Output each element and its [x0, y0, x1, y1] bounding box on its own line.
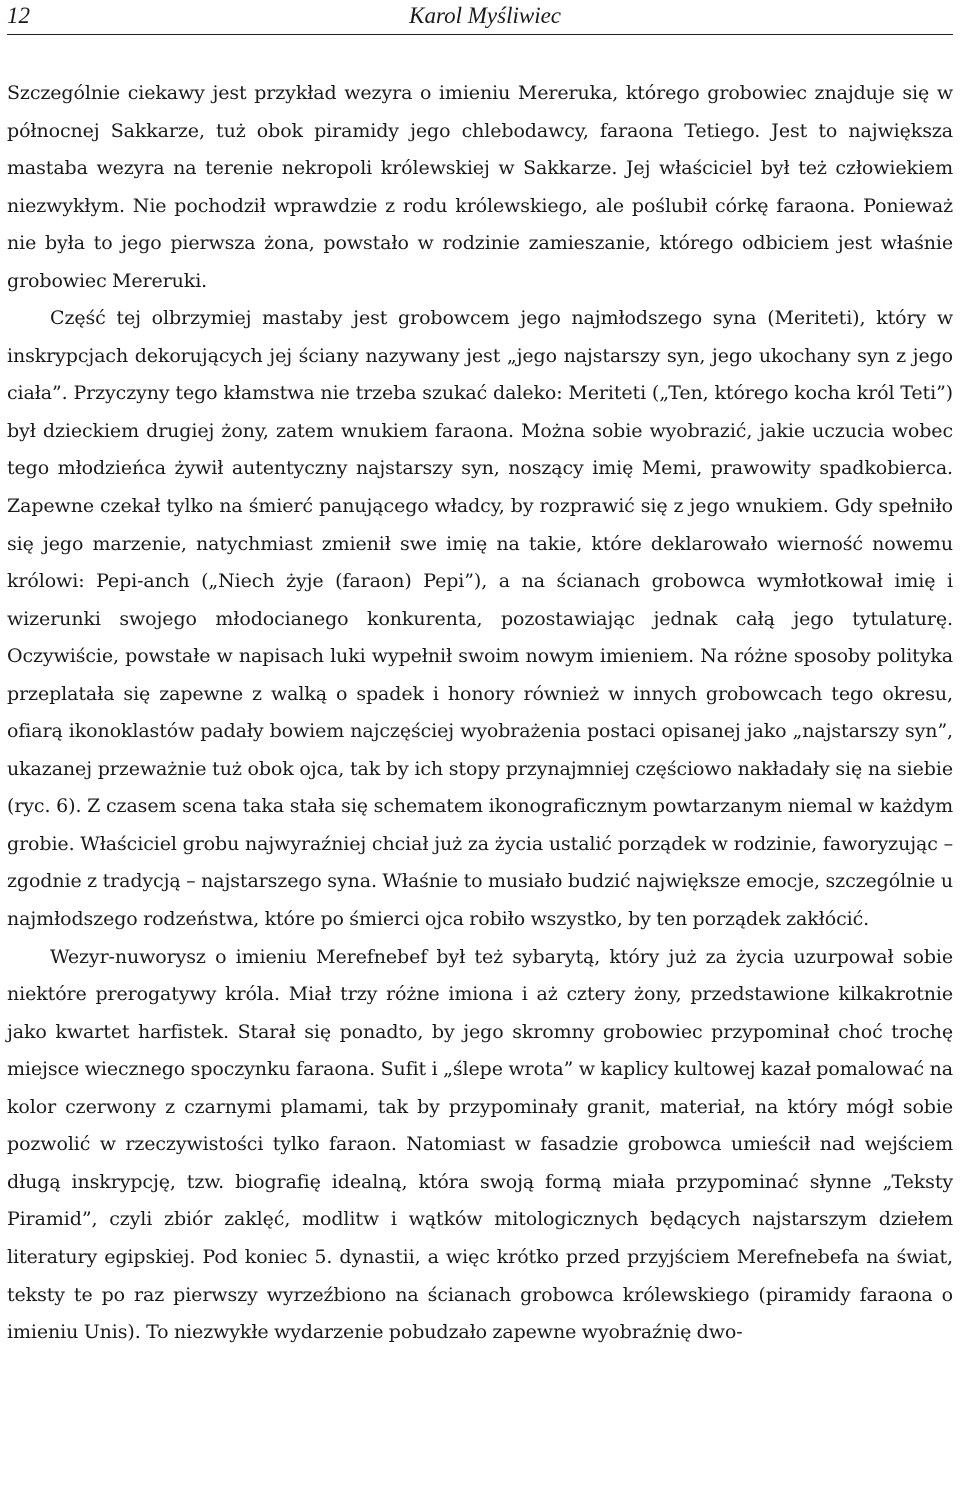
running-head [7, 0, 953, 35]
body-text [7, 75, 953, 1352]
running-head-author: Karol Myśliwiec [409, 3, 561, 28]
paragraph: Szczególnie ciekawy jest przykład wezyra o imieniu Mereruka, którego grobowiec znajduje się w północnej Sakkarze, tuż obok piramidy jego chlebodawcy, faraona Tetiego. Jest to największa mastaba wezyra na terenie nekropoli królewskiej w Sakkarze. Jej właściciel był też człowiekiem niezwykłym. Nie pochodził wprawdzie z rodu królewskiego, ale poślubił córkę faraona. Ponieważ nie była to jego pierwsza żona, powstało w rodzinie zamieszanie, którego odbiciem jest właśnie grobowiec Mereruki. [7, 82, 953, 292]
page-number: 12 [7, 3, 30, 28]
paragraph: Część tej olbrzymiej mastaby jest grobowcem jego najmłodszego syna (Meriteti), który w inskrypcjach dekorujących jej ściany nazywany jest „jego najstarszy syn, jego ukochany syn z jego ciała”. Przyczyny tego kłamstwa nie trzeba szukać daleko: Meriteti („Ten, którego kocha król Teti”) był dzieckiem drugiej żony, zatem wnukiem faraona. Można sobie wyobrazić, jakie uczucia wobec tego młodzieńca żywił autentyczny najstarszy syn, noszący imię Memi, prawowity spadkobierca. Zapewne czekał tylko na śmierć panującego władcy, by rozprawić się z jego wnukiem. Gdy spełniło się jego marzenie, natychmiast zmienił swe imię na takie, które deklarowało wierność nowemu królowi: Pepi-anch („Niech żyje (faraon) Pepi”), a na ścianach grobowca wymłotkował imię i wizerunki swojego młodocianego konkurenta, pozostawiając jednak całą jego tytulaturę. Oczywiście, powstałe w napisach luki wypełnił swoim nowym imieniem. Na różne sposoby polityka przeplatała się zapewne z walką o spadek i honory również w innych grobowcach tego okresu, ofiarą ikonoklastów padały bowiem najczęściej wyobrażenia postaci opisanej jako „najstarszy syn”, ukazanej przeważnie tuż obok ojca, tak by ich stopy przynajmniej częściowo nakładały się na siebie (ryc. 6). Z czasem scena taka stała się schematem ikonograficznym powtarzanym niemal w każdym grobie. Właściciel grobu najwyraźniej chciał już za życia ustalić porządek w rodzinie, faworyzując – zgodnie z tradycją – najstarszego syna. Właśnie to musiało budzić największe emocje, szczególnie u najmłodszego rodzeństwa, które po śmierci ojca robiło wszystko, by ten porządek zakłócić. [7, 307, 953, 931]
paragraph: Wezyr-nuworysz o imieniu Merefnebef był też sybarytą, który już za życia uzurpował sobie niektóre prerogatywy króla. Miał trzy różne imiona i aż cztery żony, przedstawione kilkakrotnie jako kwartet harfistek. Starał się ponadto, by jego skromny grobowiec przypominał choć trochę miejsce wiecznego spoczynku faraona. Sufit i „ślepe wrota” w kaplicy kultowej kazał pomalować na kolor czerwony z czarnymi plamami, tak by przypominały granit, materiał, na który mógł sobie pozwolić w rzeczywistości tylko faraon. Natomiast w fasadzie grobowca umieścił nad wejściem długą inskrypcję, tzw. biografię idealną, która swoją formą miała przypominać słynne „Teksty Piramid”, czyli zbiór zaklęć, modlitw i wątków mitologicznych będących najstarszym dziełem literatury egipskiej. Pod koniec 5. dynastii, a więc krótko przed przyjściem Merefnebefa na świat, teksty te po raz pierwszy wyrzeźbiono na ścianach grobowca królewskiego (piramidy faraona o imieniu Unis). To niezwykłe wydarzenie pobudzało zapewne wyobraźnię dwo- [7, 945, 953, 1344]
